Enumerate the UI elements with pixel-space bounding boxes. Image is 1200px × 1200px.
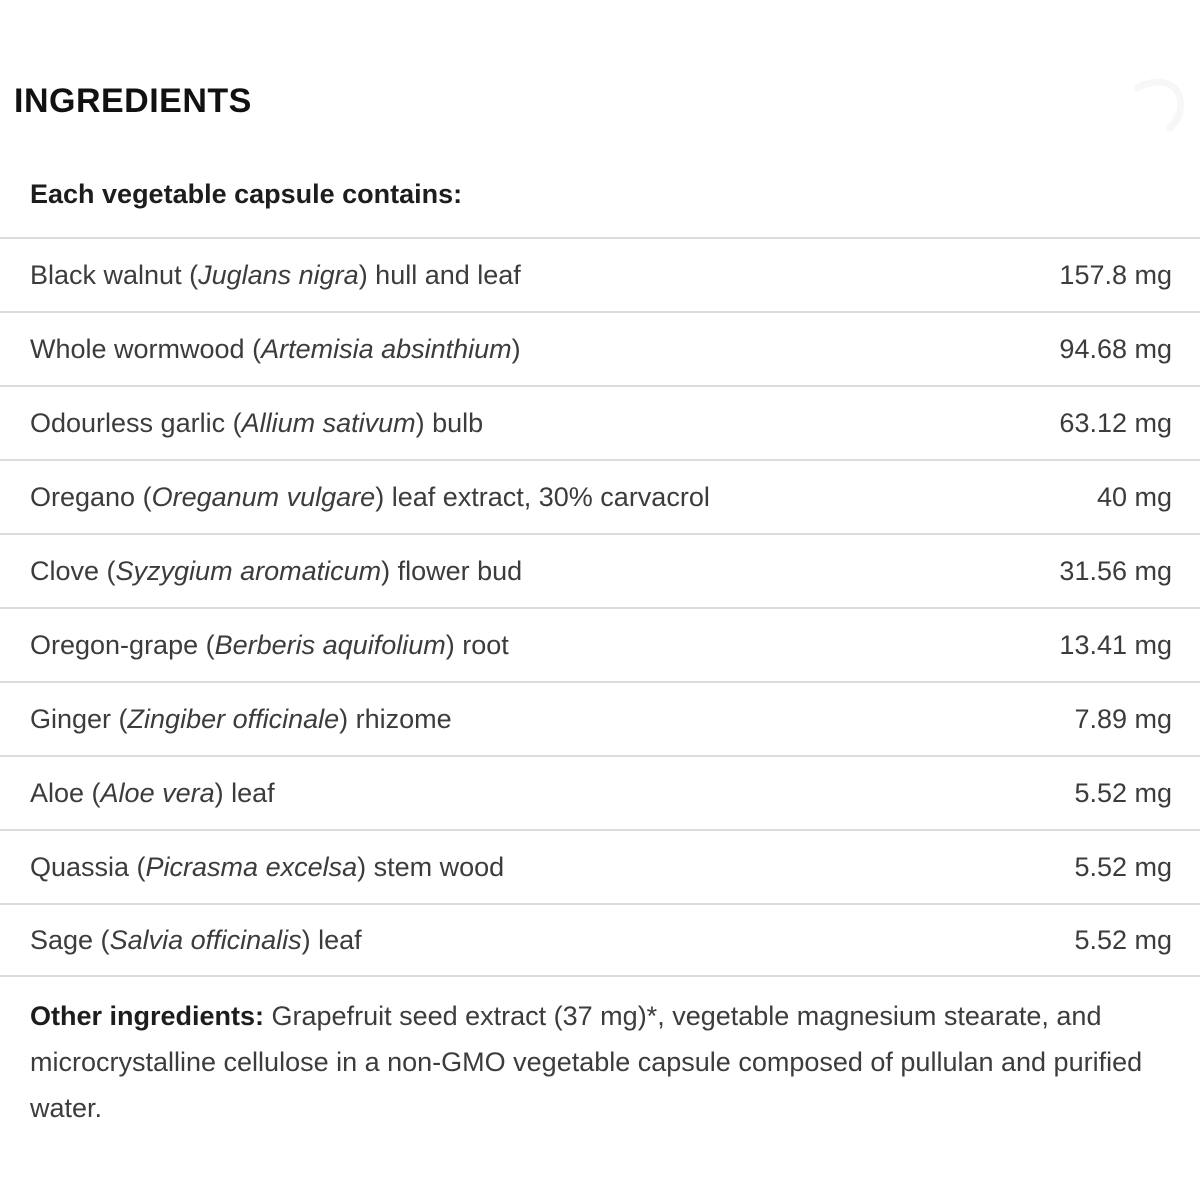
table-row-sage (0, 903, 1200, 977)
ingredient-name (30, 925, 362, 956)
ingredient-amount: 7.89 mg (1074, 703, 1172, 734)
ingredient-name (30, 852, 504, 883)
ingredient-name (30, 334, 521, 365)
ingredient-name-prefix: Sage ( (30, 924, 110, 955)
ingredient-name (30, 778, 275, 809)
table-row-oregon-grape (0, 607, 1200, 681)
ingredient-amount: 63.12 mg (1059, 407, 1172, 438)
ingredient-latin-name: Artemisia absinthium (261, 333, 512, 364)
table-row-oregano (0, 459, 1200, 533)
table-row-aloe (0, 755, 1200, 829)
ingredient-amount: 40 mg (1096, 481, 1172, 512)
ingredient-amount: 5.52 mg (1074, 851, 1172, 882)
ingredient-amount: 94.68 mg (1059, 333, 1172, 364)
other-ingredients-text: Grapefruit seed extract (37 mg)*, vegetable magnesium stearate, and microcrystalline cellulose in a non-GMO vegetable capsule composed of pullulan and purified water. (30, 1001, 1143, 1123)
ingredient-latin-name: Zingiber officinale (127, 703, 340, 734)
ingredient-name-suffix: ) leaf (301, 924, 362, 955)
ingredient-name (30, 482, 710, 513)
ingredient-latin-name: Picrasma excelsa (145, 851, 358, 882)
table-row-black-walnut (0, 237, 1200, 311)
ingredient-name-prefix: Whole wormwood ( (30, 333, 262, 364)
ingredient-name-prefix: Odourless garlic ( (30, 407, 242, 438)
ingredients-table (0, 237, 1200, 977)
ingredient-name-prefix: Black walnut ( (30, 259, 199, 290)
ingredient-name-suffix: ) rhizome (339, 703, 452, 734)
ingredient-name (30, 630, 509, 661)
table-row-ginger (0, 681, 1200, 755)
ingredient-name-prefix: Ginger ( (30, 703, 128, 734)
ingredient-latin-name: Juglans nigra (198, 259, 359, 290)
ingredient-name-suffix: ) leaf extract, 30% carvacrol (375, 481, 710, 512)
table-row-quassia (0, 829, 1200, 903)
ingredient-name-prefix: Oregon-grape ( (30, 629, 215, 660)
other-ingredients-paragraph (30, 993, 1162, 1131)
ingredient-latin-name: Salvia officinalis (109, 924, 302, 955)
ingredient-name-suffix: ) stem wood (357, 851, 505, 882)
ingredient-amount: 157.8 mg (1059, 259, 1172, 290)
ingredient-amount: 13.41 mg (1059, 629, 1172, 660)
ingredient-name-prefix: Quassia ( (30, 851, 146, 882)
table-subtitle: Each vegetable capsule contains: (30, 179, 463, 209)
ingredient-amount: 5.52 mg (1074, 924, 1172, 955)
ingredient-name-prefix: Clove ( (30, 555, 116, 586)
ingredient-name-suffix: ) leaf (214, 777, 275, 808)
page-title: INGREDIENTS (14, 82, 252, 120)
ingredient-name-suffix: ) (511, 333, 521, 364)
table-row-wormwood (0, 311, 1200, 385)
ingredient-name-prefix: Oregano ( (30, 481, 152, 512)
ingredient-latin-name: Oreganum vulgare (151, 481, 376, 512)
ingredient-name-suffix: ) bulb (415, 407, 484, 438)
ingredient-name-suffix: ) hull and leaf (358, 259, 521, 290)
ingredient-latin-name: Allium sativum (241, 407, 416, 438)
ingredient-name (30, 260, 521, 291)
ingredient-latin-name: Syzygium aromaticum (115, 555, 382, 586)
other-ingredients-label: Other ingredients: (30, 1001, 265, 1031)
ingredient-name-suffix: ) flower bud (381, 555, 523, 586)
table-row-garlic (0, 385, 1200, 459)
table-row-clove (0, 533, 1200, 607)
ingredient-amount: 5.52 mg (1074, 777, 1172, 808)
ingredient-name (30, 556, 522, 587)
ingredient-name (30, 704, 452, 735)
ingredient-name-prefix: Aloe ( (30, 777, 101, 808)
ingredient-latin-name: Aloe vera (100, 777, 215, 808)
ingredient-name (30, 408, 483, 439)
ingredient-amount: 31.56 mg (1059, 555, 1172, 586)
ingredient-name-suffix: ) root (445, 629, 509, 660)
ingredient-latin-name: Berberis aquifolium (214, 629, 446, 660)
